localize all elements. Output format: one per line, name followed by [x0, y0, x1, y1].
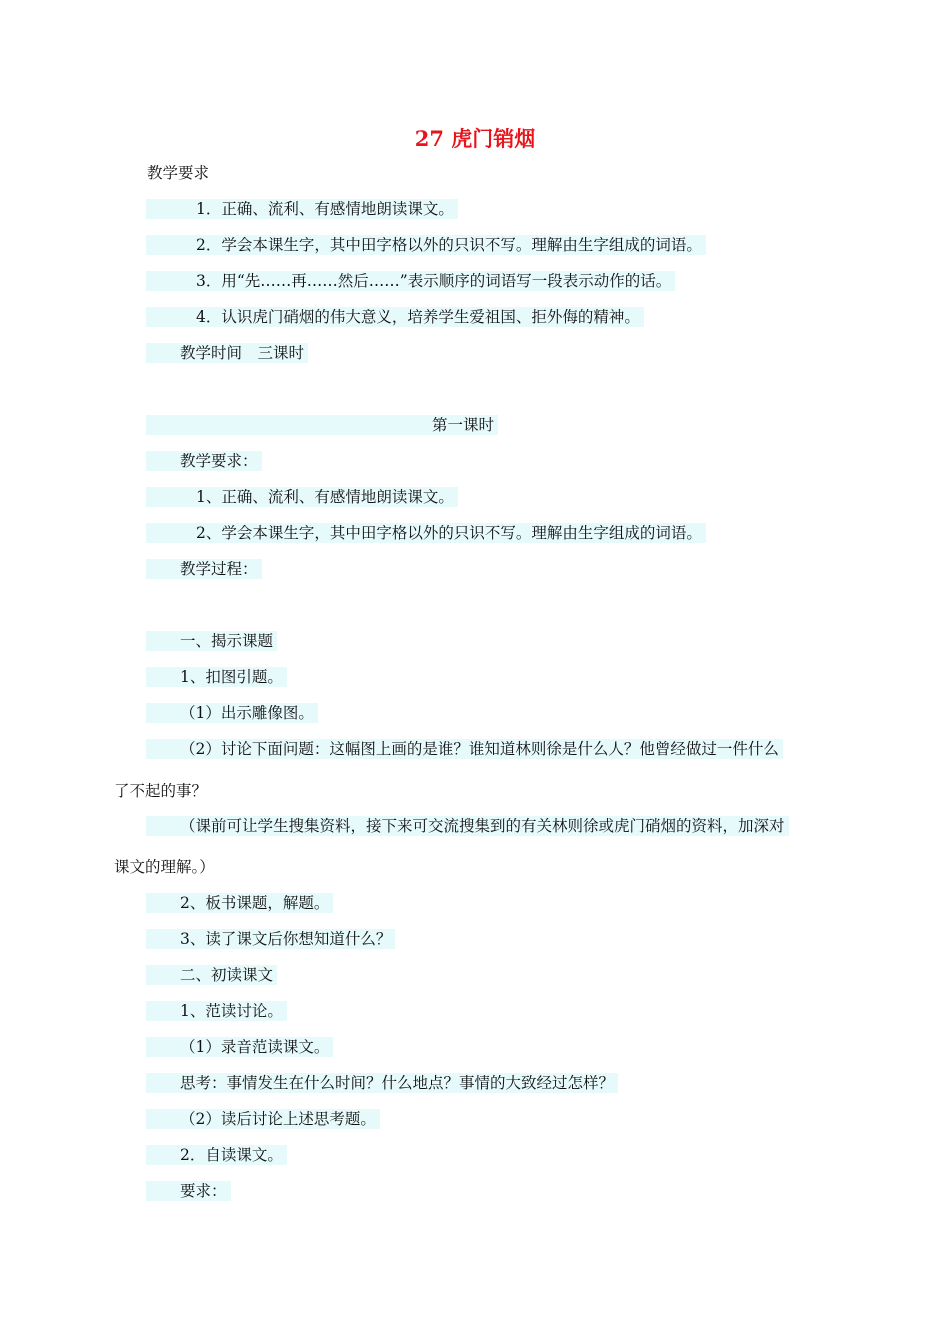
text-line: 2、学会本课生字，其中田字格以外的只识不写。理解由生字组成的词语。	[196, 524, 702, 542]
step-item	[146, 1001, 287, 1021]
requirement-item-1	[146, 199, 458, 219]
requirement-item-2	[146, 235, 706, 255]
lesson-requirements-heading	[146, 451, 262, 471]
lesson-heading-first	[146, 415, 498, 435]
text-line: 二、初读课文	[180, 966, 274, 984]
text-line: 3．用“先……再……然后……”表示顺序的词语写一段表示动作的话。	[196, 272, 672, 290]
text-line: 3、读了课文后你想知道什么？	[180, 930, 392, 948]
requirement-label	[146, 1181, 231, 1201]
text-line: （2）讨论下面问题：这幅图上画的是谁？谁知道林则徐是什么人？他曾经做过一件什么	[180, 740, 779, 758]
note-paragraph-cont	[114, 857, 215, 877]
text-line: 2、板书课题，解题。	[180, 894, 330, 912]
discussion-question	[146, 739, 783, 759]
text-line: （1）录音范读课文。	[180, 1038, 330, 1056]
text-line: 教学要求	[147, 164, 210, 182]
step-item	[146, 893, 333, 913]
text-line: 2．学会本课生字，其中田字格以外的只识不写。理解由生字组成的词语。	[196, 236, 702, 254]
step-heading-1	[146, 631, 277, 651]
text-line: 要求：	[180, 1182, 227, 1200]
section-heading-requirements	[147, 163, 209, 183]
step-item	[146, 667, 287, 687]
text-line: 第一课时	[432, 416, 495, 434]
text-line: 2．自读课文。	[180, 1146, 283, 1164]
text-line: （1）出示雕像图。	[180, 704, 314, 722]
text-line: 教学要求：	[180, 452, 258, 470]
discussion-question-cont	[114, 781, 207, 801]
step-item	[146, 929, 395, 949]
text-line: 1、扣图引题。	[180, 668, 283, 686]
text-line: 教学时间 三课时	[180, 344, 305, 362]
text-line: 了不起的事？	[114, 782, 208, 800]
step-subitem	[146, 1037, 333, 1057]
lesson-requirement-2	[146, 523, 706, 543]
step-heading-2	[146, 965, 277, 985]
text-line: （课前可让学生搜集资料，接下来可交流搜集到的有关林则徐或虎门硝烟的资料，加深对	[180, 817, 785, 835]
text-line: 思考：事情发生在什么时间？什么地点？事情的大致经过怎样？	[180, 1074, 615, 1092]
text-line: 课文的理解。）	[114, 858, 215, 876]
note-paragraph	[146, 816, 789, 836]
text-line: 1、范读讨论。	[180, 1002, 283, 1020]
text-line: 1、正确、流利、有感情地朗读课文。	[196, 488, 454, 506]
thinking-question	[146, 1073, 618, 1093]
requirement-item-3	[146, 271, 675, 291]
step-item	[146, 1145, 287, 1165]
text-line: 4．认识虎门硝烟的伟大意义，培养学生爱祖国、拒外侮的精神。	[196, 308, 640, 326]
teaching-process-heading	[146, 559, 262, 579]
step-subitem	[146, 703, 318, 723]
teaching-time	[146, 343, 308, 363]
text-line: 一、揭示课题	[180, 632, 274, 650]
lesson-requirement-1	[146, 487, 458, 507]
text-line: 1．正确、流利、有感情地朗读课文。	[196, 200, 454, 218]
requirement-item-4	[146, 307, 644, 327]
text-line: 教学过程：	[180, 560, 258, 578]
text-line: （2）读后讨论上述思考题。	[180, 1110, 376, 1128]
step-subitem	[146, 1109, 380, 1129]
document-title: 27 虎门销烟	[414, 126, 536, 151]
